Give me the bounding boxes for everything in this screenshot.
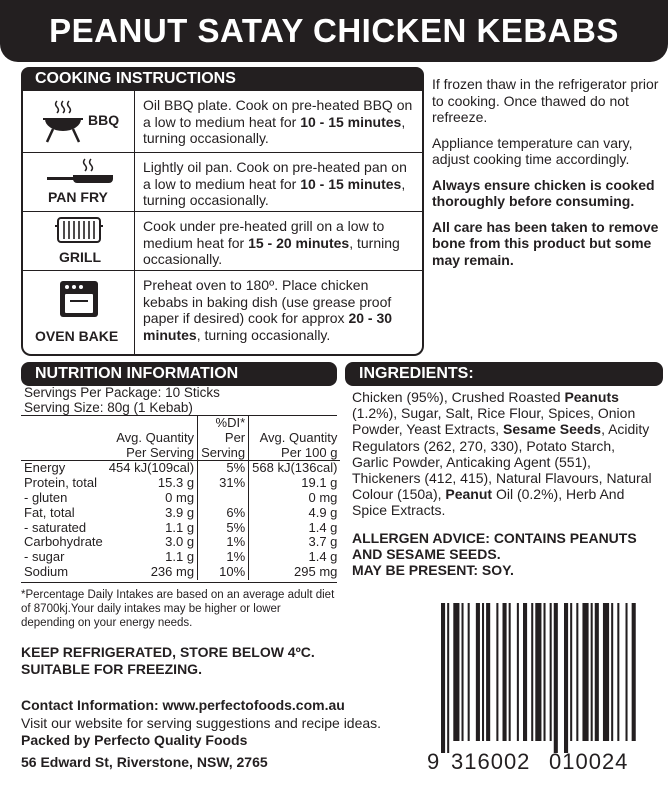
thaw-note: If frozen thaw in the refrigerator prior to cooking. Once thawed do not refreeze.: [432, 76, 659, 125]
per-serving-value: 454 kJ(109cal): [106, 461, 198, 476]
ingr-part-2: (1.2%), Sugar, Salt, Rice Flour, Spices, Onion Powder, Yeast Extracts,: [352, 405, 636, 438]
nutrient-name: - saturated: [24, 519, 87, 535]
cook-time-grill: 15 - 20 minutes: [248, 234, 350, 251]
nutrition-rows: [21, 461, 340, 580]
per-100g-value: 1.4 g: [308, 549, 338, 565]
di-value: 6%: [198, 506, 249, 521]
barcode-bar: [550, 603, 552, 741]
storage-line-1: KEEP REFRIGERATED, STORE BELOW 4ºC.: [21, 644, 315, 660]
barcode-bar: [595, 603, 599, 741]
packer-address: 56 Edward St, Riverstone, NSW, 2765: [21, 753, 268, 770]
servings-per-package: Servings Per Package: 10 Sticks: [24, 385, 220, 400]
cook-method-bbq: [23, 91, 135, 152]
nutrient-name: Protein, total: [24, 475, 97, 491]
cooking-instructions-heading: COOKING INSTRUCTIONS: [21, 67, 424, 91]
contact-website: Contact Information: www.perfectofoods.com.au: [21, 697, 345, 713]
cook-row-oven-bake: [23, 271, 422, 356]
barcode-bar: [626, 603, 628, 741]
barcode-bar: [517, 603, 519, 741]
allergen-sesame: Sesame Seeds: [502, 421, 602, 438]
barcode-bar: [441, 603, 445, 753]
nutrition-row: [21, 491, 340, 506]
per-100g-value: 568 kJ(136cal): [252, 460, 338, 476]
col1b-label: Per Serving: [126, 444, 195, 460]
cook-label-oven-bake: OVEN BAKE: [35, 328, 119, 344]
col2b-label: Per Serving: [201, 429, 246, 460]
nutrient-col-header: [21, 416, 106, 461]
per-100g-col-header: [249, 416, 341, 461]
title-banner: [0, 0, 668, 62]
nutrient-name: - sugar: [24, 549, 65, 565]
di-value: 1%: [198, 535, 249, 550]
per-100g-value: 1.4 g: [308, 519, 338, 535]
di-value: 10%: [198, 565, 249, 580]
barcode-bar: [531, 603, 533, 741]
di-value: [198, 491, 249, 506]
barcode-group-1: 316002: [451, 749, 531, 774]
side-notes: [432, 76, 662, 277]
cook-time-bbq: 10 - 15 minutes: [300, 113, 402, 130]
per-100g-value: 3.7 g: [308, 534, 338, 550]
oven-icon: [58, 279, 100, 319]
cook-label-pan-fry: PAN FRY: [48, 189, 108, 205]
ingredients-panel: [352, 389, 652, 578]
cook-text-pan-b: , turning occasionally.: [143, 175, 406, 208]
cook-method-oven-bake: [23, 271, 135, 356]
cook-time-oven: 20 - 30 minutes: [143, 310, 393, 343]
barcode: [427, 603, 649, 773]
barcode-bar: [554, 603, 558, 753]
barcode-bar: [476, 603, 480, 741]
allergen-peanuts: Peanuts: [564, 389, 619, 405]
barcode-bar: [570, 603, 572, 741]
per-serving-value: 15.3 g: [106, 476, 198, 491]
nutrient-name: Fat, total: [24, 504, 75, 520]
di-value: 1%: [198, 550, 249, 565]
nutrition-row: [21, 535, 340, 550]
nutrient-name: Sodium: [24, 563, 69, 579]
barcode-bar: [564, 603, 568, 753]
storage-info: [21, 644, 315, 677]
storage-line-2: SUITABLE FOR FREEZING.: [21, 660, 202, 677]
nutrition-row: [21, 506, 340, 521]
cook-text-bbq: [135, 91, 422, 152]
barcode-bar: [523, 603, 527, 741]
bone-note: All care has been taken to remove bone from this product but some may remain.: [432, 218, 659, 268]
col2-label: %DI*: [215, 415, 246, 430]
per-100g-value: 4.9 g: [308, 504, 338, 520]
grill-icon: [54, 216, 104, 244]
cook-text-grill-b: , turning occasionally.: [143, 234, 400, 267]
per-serving-value: 1.1 g: [106, 550, 198, 565]
nutrition-header-row: [21, 416, 340, 461]
ingr-part-0: Chicken (95%), Crushed Roasted: [352, 389, 565, 405]
per-serving-col-header: [106, 416, 198, 461]
ingredients-list: [352, 389, 652, 519]
cooking-instructions-box: [21, 91, 424, 356]
barcode-bars: [427, 603, 649, 753]
di-value: 5%: [198, 521, 249, 536]
barcode-bar: [509, 603, 511, 741]
nutrition-heading: NUTRITION INFORMATION: [21, 362, 337, 386]
barcode-bar: [496, 603, 498, 741]
nutrition-panel: [21, 385, 337, 630]
nutrition-row: [21, 565, 340, 580]
col1-label: Avg. Quantity: [116, 429, 195, 445]
per-100g-value: 19.1 g: [301, 475, 338, 491]
ingr-part-4: , Acidity Regulators (262, 270, 330), Potato Starch, Garlic Powder, Anticaking Agent (551), Thickeners (412, 415), Natural Flavours, Natural Colour (150a),: [352, 421, 652, 503]
nutrition-row: [21, 461, 340, 476]
product-title: PEANUT SATAY CHICKEN KEBABS: [49, 12, 619, 49]
barcode-bar: [544, 603, 546, 741]
serving-size: Serving Size: 80g (1 Kebab): [21, 400, 337, 416]
per-100g-value: 0 mg: [308, 489, 338, 505]
cook-text-oven-bake: [135, 271, 422, 356]
cook-text-bbq-b: , turning occasionally.: [143, 113, 406, 146]
cook-text-grill-a: Cook under pre-heated grill on a low to medium heat for: [143, 218, 385, 251]
per-serving-value: 3.0 g: [106, 535, 198, 550]
barcode-bar: [611, 603, 613, 741]
col3b-label: Per 100 g: [281, 444, 338, 460]
per-100g-value: 295 mg: [294, 563, 338, 579]
barcode-bar: [576, 603, 578, 741]
barcode-bar: [447, 603, 449, 753]
cook-method-grill: [23, 212, 135, 270]
frying-pan-icon: [45, 157, 115, 187]
barcode-bar: [603, 603, 609, 741]
cook-label-bbq: BBQ: [88, 112, 120, 128]
ingr-part-6: Oil (0.2%), Herb And Spice Extracts.: [352, 486, 625, 519]
appliance-note: Appliance temperature can vary, adjust cooking time accordingly.: [432, 134, 633, 167]
barcode-digit-first: 9: [427, 749, 440, 774]
cook-row-pan-fry: [23, 153, 422, 212]
per-serving-value: 236 mg: [106, 565, 198, 580]
cook-text-pan-fry: [135, 153, 422, 211]
barcode-bar: [486, 603, 490, 741]
barcode-bar: [482, 603, 484, 741]
barcode-bar: [462, 603, 464, 741]
ingredients-heading: INGREDIENTS:: [345, 362, 663, 386]
allergen-advice: ALLERGEN ADVICE: CONTAINS PEANUTS AND SESAME SEEDS.: [352, 529, 637, 562]
di-value: 5%: [198, 461, 249, 476]
nutrition-row: [21, 521, 340, 536]
packer-name: Packed by Perfecto Quality Foods: [21, 732, 248, 748]
per-serving-value: 0 mg: [106, 491, 198, 506]
barcode-bar: [591, 603, 593, 741]
barcode-bar: [617, 603, 619, 741]
di-value: 31%: [198, 476, 249, 491]
cook-text-oven-b: , turning occasionally.: [196, 326, 331, 343]
per-serving-value: 1.1 g: [106, 521, 198, 536]
cook-row-bbq: [23, 91, 422, 153]
barcode-bar: [535, 603, 541, 741]
nutrient-name: Carbohydrate: [24, 534, 103, 550]
barcode-bar: [582, 603, 588, 741]
contact-visit: Visit our website for serving suggestions and recipe ideas.: [21, 714, 382, 731]
cook-label-grill: GRILL: [59, 249, 101, 265]
nutrient-name: - gluten: [24, 489, 68, 505]
barcode-bar: [632, 603, 636, 741]
per-serving-value: 3.9 g: [106, 506, 198, 521]
barcode-bar: [453, 603, 459, 741]
barcode-group-2: 010024: [549, 749, 629, 774]
nutrient-name: Energy: [24, 460, 66, 476]
cook-text-oven-a: Preheat oven to 180º. Place chicken kebabs in baking dish (use grease proof paper if desired) cook for approx: [143, 277, 392, 326]
may-be-present: MAY BE PRESENT: SOY.: [352, 562, 514, 579]
cook-method-pan-fry: [23, 153, 135, 211]
nutrition-table: [21, 416, 340, 580]
cook-text-grill: [135, 212, 422, 270]
col3-label: Avg. Quantity: [259, 429, 338, 445]
cook-thoroughly-note: Always ensure chicken is cooked thoroughly before consuming.: [432, 176, 655, 209]
cook-text-bbq-a: Oil BBQ plate. Cook on pre-heated BBQ on a low to medium heat for: [143, 97, 413, 130]
nutrition-footnote: *Percentage Daily Intakes are based on an average adult diet of 8700kj.Your daily intakes may be higher or lower depending on your energy needs.: [21, 582, 337, 630]
allergen-peanut-oil: Peanut: [445, 486, 493, 503]
contact-info: [21, 697, 381, 771]
cook-time-pan: 10 - 15 minutes: [300, 175, 402, 192]
nutrition-row: [21, 476, 340, 491]
di-col-header: [198, 416, 249, 461]
barcode-bar: [468, 603, 470, 741]
cook-text-pan-a: Lightly oil pan. Cook on pre-heated pan on a low to medium heat for: [143, 159, 407, 192]
barcode-bar: [503, 603, 507, 741]
nutrition-row: [21, 550, 340, 565]
cook-row-grill: [23, 212, 422, 271]
